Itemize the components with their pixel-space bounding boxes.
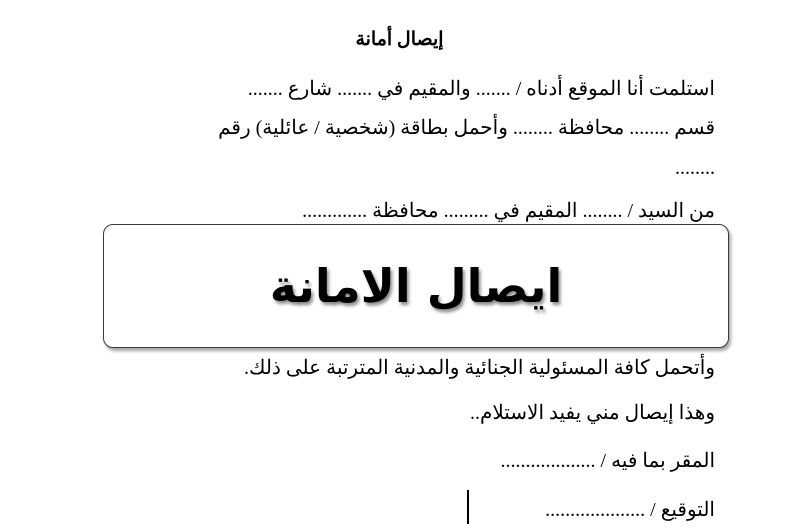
text-line-from: من السيد / ........ المقيم في ......... محافظة .............: [302, 200, 715, 222]
text-line-acknowledger: المقر بما فيه / ...................: [500, 450, 715, 472]
title-banner: [103, 224, 729, 348]
text-line-id-card: قسم ........ محافظة ........ وأحمل بطاقة (شخصية / عائلية) رقم: [218, 117, 715, 139]
text-cursor: [467, 490, 469, 524]
banner-title: ايصال الامانة: [269, 259, 563, 313]
text-line-signature: التوقيع / ....................: [545, 499, 715, 521]
text-line-liability: وأتحمل كافة المسئولية الجنائية والمدنية المترتبة على ذلك.: [244, 357, 715, 379]
text-line-id-number: ........: [675, 157, 715, 179]
text-line-receipt-note: وهذا إيصال مني يفيد الاستلام..: [469, 402, 715, 424]
text-line-recipient: استلمت أنا الموقع أدناه / ....... والمقيم في ....... شارع .......: [247, 78, 715, 100]
document-title: إيصال أمانة: [355, 29, 444, 50]
